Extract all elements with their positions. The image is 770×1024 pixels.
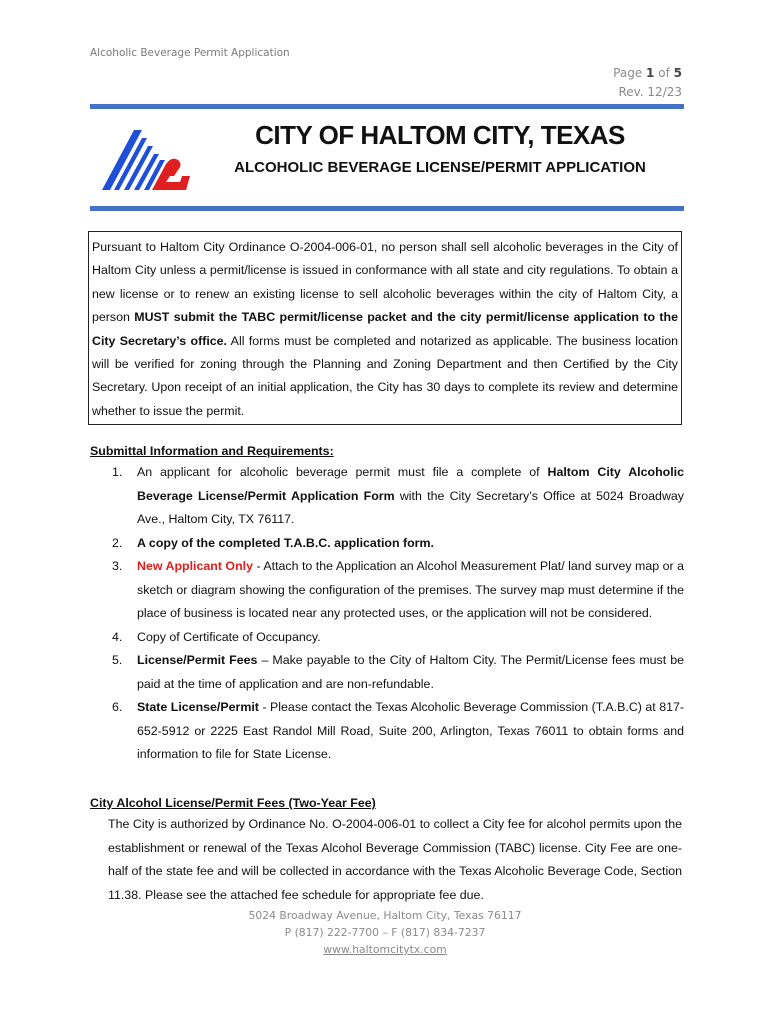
list-item-number: 4.	[112, 629, 123, 644]
page-footer	[0, 907, 770, 958]
list-item-text: - Attach to the Application an Alcohol Measurement Plat/ land survey map or a sketch or diagram showing the configuration of the premises. The survey map must determine if the place of business is located near any protected uses, or the application will not be considered.	[137, 559, 684, 620]
page-of: of	[658, 66, 670, 80]
requirements-list	[90, 461, 684, 767]
list-item-bold: State License/Permit	[137, 700, 259, 714]
page-current: 1	[646, 66, 655, 80]
revision-label: Rev. 12/23	[618, 85, 682, 99]
fees-paragraph: The City is authorized by Ordinance No. O-2004-006-01 to collect a City fee for alcohol permits upon the establishment or renewal of the Texas Alcohol Beverage Commission (TABC) license. City Fee are one-half of the state fee and will be collected in accordance with the Texas Alcoholic Beverage Code, Section 11.38. Please see the attached fee schedule for appropriate fee due.	[108, 817, 682, 902]
list-item-text: - Please contact the Texas Alcoholic Beverage Commission (T.A.B.C) at 817-652-5912 or 2225 East Randol Mill Road, Suite 200, Arlington, Texas 76011 to obtain forms and information to file for State License.	[137, 700, 684, 761]
intro-box	[88, 231, 682, 425]
requirements-heading: Submittal Information and Requirements:	[90, 444, 334, 458]
list-item	[90, 649, 684, 696]
new-applicant-label: New Applicant Only	[137, 559, 253, 573]
footer-address: 5024 Broadway Avenue, Haltom City, Texas 76117	[248, 909, 522, 922]
fees-heading: City Alcohol License/Permit Fees (Two-Year Fee)	[90, 796, 376, 810]
list-item-bold: A copy of the completed T.A.B.C. application form.	[137, 535, 434, 550]
page-subtitle: ALCOHOLIC BEVERAGE LICENSE/PERMIT APPLICATION	[234, 159, 646, 176]
header-rule-top	[90, 104, 684, 109]
intro-text-bold: MUST submit the TABC permit/license packet and the city permit/license application to the City Secretary’s office.	[92, 310, 678, 348]
intro-paragraph	[92, 236, 678, 423]
page-title: CITY OF HALTOM CITY, TEXAS	[255, 120, 625, 150]
list-item-number: 5.	[112, 653, 123, 667]
list-item-bold: Haltom City Alcoholic Beverage License/Permit Application Form	[137, 465, 684, 503]
list-item-number: 6.	[112, 700, 123, 714]
header-rule-bottom	[90, 206, 684, 211]
city-logo	[100, 126, 192, 196]
page-total: 5	[673, 66, 682, 80]
list-item	[90, 555, 684, 626]
list-item	[90, 461, 684, 532]
list-item-number: 1.	[112, 465, 123, 479]
list-item-text: An applicant for alcoholic beverage permit must file a complete of	[137, 465, 548, 479]
intro-text-2: All forms must be completed and notarized as applicable. The business location will be verified for zoning through the Planning and Zoning Department and then Certified by the City Secretary. Upon receipt of an initial application, the City has 30 days to complete its review and determine whether to issue the permit.	[92, 333, 678, 418]
document-header-title: Alcoholic Beverage Permit Application	[90, 47, 290, 59]
list-item-bold: License/Permit Fees	[137, 653, 258, 667]
list-item-text: with the City Secretary’s Office at 5024 Broadway Ave., Haltom City, TX 76117.	[137, 488, 684, 526]
footer-phones: P (817) 222-7700 – F (817) 834-7237	[284, 926, 486, 939]
website-link[interactable]: www.haltomcitytx.com	[323, 943, 447, 956]
list-item	[90, 626, 684, 650]
intro-text-1: Pursuant to Haltom City Ordinance O-2004-006-01, no person shall sell alcoholic beverages in the City of Haltom City unless a permit/license is issued in conformance with all state and city regulations. To obtain a new license or to renew an existing license to sell alcoholic beverages within the city of Haltom City, a person	[92, 240, 678, 325]
list-item-text: Copy of Certificate of Occupancy.	[137, 629, 321, 644]
list-item-number: 2.	[112, 535, 123, 550]
list-item-text: – Make payable to the City of Haltom City. The Permit/License fees must be paid at the time of application and are non-refundable.	[137, 653, 684, 691]
page-indicator	[613, 64, 682, 102]
list-item-number: 3.	[112, 559, 123, 573]
list-item	[90, 696, 684, 767]
page-word: Page	[613, 66, 643, 80]
list-item	[90, 532, 684, 556]
